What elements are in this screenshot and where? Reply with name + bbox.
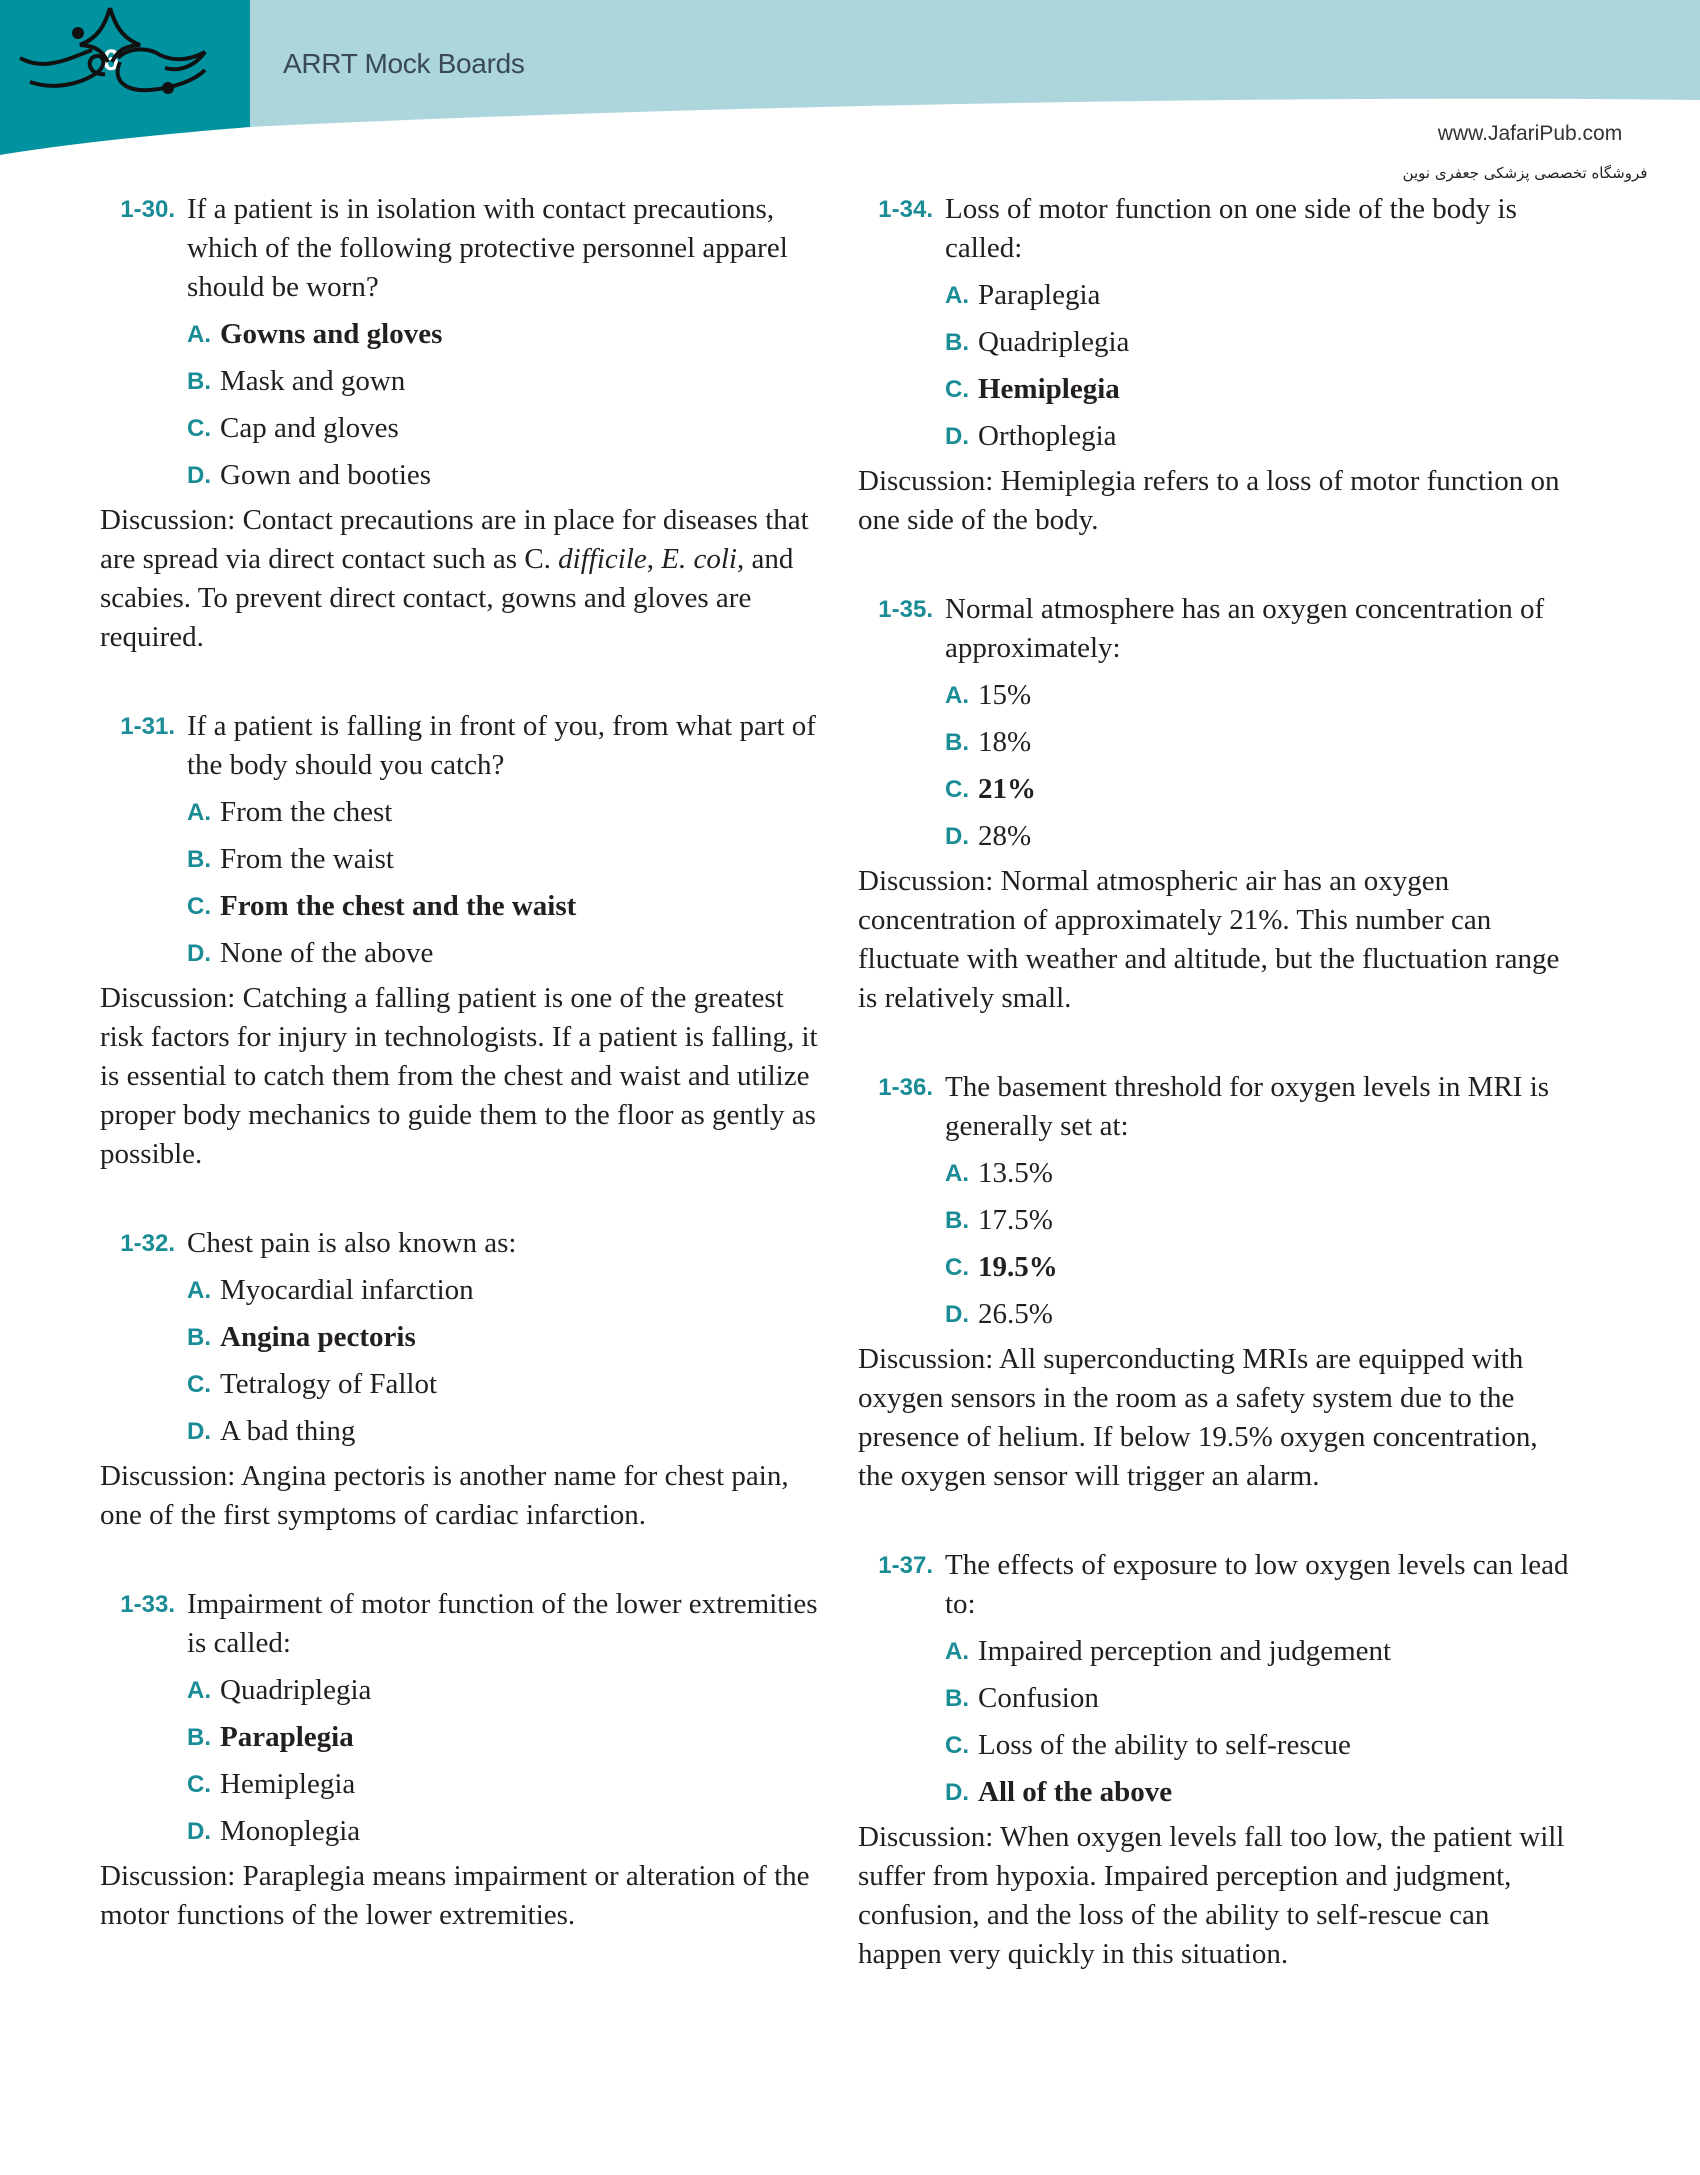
question-header bbox=[100, 190, 820, 307]
answer-option bbox=[945, 813, 1578, 860]
right-column bbox=[858, 190, 1578, 2024]
answer-options bbox=[945, 272, 1578, 460]
answer-option-correct bbox=[945, 1769, 1578, 1816]
discussion-text: Catching a falling patient is one of the greatest risk factors for injury in technologists. If a patient is falling, it is essential to catch them from the chest and waist and utilize proper body mechanics to guide them to the floor as gently as possible. bbox=[100, 982, 818, 1170]
answer-options bbox=[187, 789, 820, 977]
option-letter: A. bbox=[945, 282, 969, 309]
question-number: 1-32. bbox=[120, 1230, 175, 1257]
option-text: From the chest bbox=[220, 796, 393, 828]
option-letter: D. bbox=[187, 462, 211, 489]
discussion-label: Discussion: bbox=[858, 1821, 994, 1853]
question-text: Impairment of motor function of the lower extremities is called: bbox=[187, 1588, 818, 1659]
option-text: Angina pectoris bbox=[220, 1321, 416, 1353]
option-text: Gowns and gloves bbox=[220, 318, 443, 350]
option-text: Cap and gloves bbox=[220, 412, 399, 444]
discussion-label: Discussion: bbox=[858, 865, 994, 897]
option-letter: A. bbox=[187, 1277, 211, 1304]
answer-option bbox=[187, 452, 820, 499]
question-header bbox=[858, 590, 1578, 668]
option-letter: B. bbox=[187, 1724, 211, 1751]
answer-option-correct bbox=[945, 366, 1578, 413]
question-block bbox=[858, 1068, 1578, 1496]
question-block bbox=[100, 1585, 820, 1935]
answer-option bbox=[187, 1667, 820, 1714]
option-text: Paraplegia bbox=[220, 1721, 354, 1753]
question-number: 1-31. bbox=[120, 713, 175, 740]
discussion-text: Angina pectoris is another name for chest pain, one of the first symptoms of cardiac infarction. bbox=[100, 1460, 789, 1531]
discussion-label: Discussion: bbox=[100, 1460, 236, 1492]
option-letter: A. bbox=[945, 1638, 969, 1665]
question-header bbox=[858, 1546, 1578, 1624]
answer-options bbox=[187, 1667, 820, 1855]
question-block bbox=[858, 590, 1578, 1018]
answer-option-correct bbox=[187, 1314, 820, 1361]
discussion-text: Paraplegia means impairment or alteration of the motor functions of the lower extremities. bbox=[100, 1860, 810, 1931]
option-text: All of the above bbox=[978, 1776, 1173, 1808]
question-block bbox=[100, 190, 820, 657]
answer-option-correct bbox=[187, 1714, 820, 1761]
question-text: Loss of motor function on one side of the body is called: bbox=[945, 193, 1517, 264]
answer-option bbox=[945, 1628, 1578, 1675]
question-number: 1-34. bbox=[878, 196, 933, 223]
discussion-text: , and scabies. To prevent direct contact, gowns and gloves are required. bbox=[100, 543, 794, 653]
option-letter: B. bbox=[945, 1685, 969, 1712]
option-text: Loss of the ability to self-rescue bbox=[978, 1729, 1351, 1761]
option-letter: C. bbox=[187, 1371, 211, 1398]
option-text: Quadriplegia bbox=[220, 1674, 372, 1706]
option-letter: B. bbox=[945, 729, 969, 756]
answer-option bbox=[187, 1761, 820, 1808]
question-block bbox=[858, 1546, 1578, 1974]
answer-option-correct bbox=[945, 766, 1578, 813]
question-text: Normal atmosphere has an oxygen concentration of approximately: bbox=[945, 593, 1545, 664]
question-block bbox=[858, 190, 1578, 540]
discussion bbox=[858, 1818, 1578, 1974]
book-title: ARRT Mock Boards bbox=[283, 48, 525, 79]
option-text: 15% bbox=[978, 679, 1032, 711]
option-letter: C. bbox=[945, 776, 969, 803]
option-text: 13.5% bbox=[978, 1157, 1053, 1189]
answer-option bbox=[945, 1150, 1578, 1197]
discussion-italic-term: E. coli bbox=[661, 543, 737, 575]
answer-options bbox=[187, 1267, 820, 1455]
option-text: 18% bbox=[978, 726, 1032, 758]
option-letter: C. bbox=[187, 415, 211, 442]
option-letter: A. bbox=[187, 1677, 211, 1704]
answer-options bbox=[187, 311, 820, 499]
option-letter: D. bbox=[945, 423, 969, 450]
discussion bbox=[100, 979, 820, 1174]
answer-option bbox=[187, 405, 820, 452]
option-letter: C. bbox=[945, 1732, 969, 1759]
discussion-italic-term: difficile bbox=[558, 543, 647, 575]
option-text: Impaired perception and judgement bbox=[978, 1635, 1392, 1667]
answer-option-correct bbox=[187, 311, 820, 358]
publisher-logo-icon bbox=[0, 0, 220, 100]
answer-option bbox=[187, 930, 820, 977]
answer-option bbox=[945, 1675, 1578, 1722]
option-text: Hemiplegia bbox=[220, 1768, 356, 1800]
option-text: 19.5% bbox=[978, 1251, 1058, 1283]
question-text: If a patient is falling in front of you, from what part of the body should you catch? bbox=[187, 710, 816, 781]
question-block bbox=[100, 1224, 820, 1535]
discussion-label: Discussion: bbox=[100, 1860, 236, 1892]
option-letter: C. bbox=[945, 1254, 969, 1281]
page-header bbox=[0, 0, 1700, 182]
question-header bbox=[100, 707, 820, 785]
answer-option bbox=[945, 1722, 1578, 1769]
discussion-text: When oxygen levels fall too low, the patient will suffer from hypoxia. Impaired perception and judgment, confusion, and the loss of the ability to self-rescue can happen very quickly in this situation. bbox=[858, 1821, 1565, 1970]
answer-option bbox=[945, 1197, 1578, 1244]
question-number: 1-35. bbox=[878, 596, 933, 623]
option-letter: C. bbox=[187, 1771, 211, 1798]
answer-option bbox=[945, 413, 1578, 460]
option-letter: A. bbox=[945, 682, 969, 709]
option-letter: B. bbox=[945, 329, 969, 356]
answer-option bbox=[187, 1361, 820, 1408]
discussion-label: Discussion: bbox=[100, 504, 236, 536]
answer-option bbox=[187, 358, 820, 405]
answer-options bbox=[945, 1150, 1578, 1338]
discussion-label: Discussion: bbox=[858, 465, 994, 497]
answer-options bbox=[945, 1628, 1578, 1816]
option-text: From the chest and the waist bbox=[220, 890, 577, 922]
discussion bbox=[100, 501, 820, 657]
discussion-text: Hemiplegia refers to a loss of motor function on one side of the body. bbox=[858, 465, 1560, 536]
discussion-text: , bbox=[646, 543, 662, 575]
answer-option-correct bbox=[945, 1244, 1578, 1291]
answer-option bbox=[945, 719, 1578, 766]
option-text: A bad thing bbox=[220, 1415, 356, 1447]
option-text: 17.5% bbox=[978, 1204, 1053, 1236]
question-text: If a patient is in isolation with contact precautions, which of the following protective personnel apparel should be worn? bbox=[187, 193, 788, 303]
option-text: None of the above bbox=[220, 937, 434, 969]
answer-option bbox=[187, 1408, 820, 1455]
option-text: Paraplegia bbox=[978, 279, 1101, 311]
option-letter: B. bbox=[187, 368, 211, 395]
option-letter: D. bbox=[945, 823, 969, 850]
option-text: Quadriplegia bbox=[978, 326, 1130, 358]
option-text: Orthoplegia bbox=[978, 420, 1117, 452]
answer-option bbox=[945, 272, 1578, 319]
publisher-tagline: فروشگاه تخصصی پزشکی جعفری نوین bbox=[1402, 164, 1648, 182]
left-column bbox=[100, 190, 820, 1985]
answer-option bbox=[945, 319, 1578, 366]
question-text: Chest pain is also known as: bbox=[187, 1227, 517, 1259]
option-text: Myocardial infarction bbox=[220, 1274, 474, 1306]
answer-option bbox=[945, 1291, 1578, 1338]
option-text: 26.5% bbox=[978, 1298, 1053, 1330]
question-header bbox=[100, 1585, 820, 1663]
option-letter: A. bbox=[945, 1160, 969, 1187]
answer-option bbox=[187, 836, 820, 883]
discussion bbox=[858, 462, 1578, 540]
discussion-label: Discussion: bbox=[858, 1343, 994, 1375]
discussion-text: All superconducting MRIs are equipped with oxygen sensors in the room as a safety system due to the presence of helium. If below 19.5% oxygen concentration, the oxygen sensor will trigger an alarm. bbox=[858, 1343, 1538, 1492]
question-number: 1-30. bbox=[120, 196, 175, 223]
option-text: 28% bbox=[978, 820, 1032, 852]
question-number: 1-36. bbox=[878, 1074, 933, 1101]
question-block bbox=[100, 707, 820, 1174]
option-letter: C. bbox=[187, 893, 211, 920]
option-text: 21% bbox=[978, 773, 1036, 805]
discussion-text: Normal atmospheric air has an oxygen concentration of approximately 21%. This number can fluctuate with weather and altitude, but the fluctuation range is relatively small. bbox=[858, 865, 1560, 1014]
question-header bbox=[858, 190, 1578, 268]
answer-option bbox=[187, 1808, 820, 1855]
option-letter: B. bbox=[187, 846, 211, 873]
answer-option bbox=[187, 789, 820, 836]
option-letter: A. bbox=[187, 321, 211, 348]
option-text: From the waist bbox=[220, 843, 394, 875]
option-letter: D. bbox=[187, 1818, 211, 1845]
option-letter: D. bbox=[945, 1779, 969, 1806]
option-text: Hemiplegia bbox=[978, 373, 1120, 405]
answer-option-correct bbox=[187, 883, 820, 930]
discussion bbox=[100, 1457, 820, 1535]
publisher-url[interactable]: www.JafariPub.com bbox=[1437, 122, 1623, 145]
answer-options bbox=[945, 672, 1578, 860]
question-header bbox=[858, 1068, 1578, 1146]
question-number: 1-37. bbox=[878, 1552, 933, 1579]
option-letter: C. bbox=[945, 376, 969, 403]
option-letter: B. bbox=[945, 1207, 969, 1234]
discussion bbox=[858, 1340, 1578, 1496]
option-text: Gown and booties bbox=[220, 459, 432, 491]
option-letter: D. bbox=[187, 940, 211, 967]
option-text: Tetralogy of Fallot bbox=[220, 1368, 438, 1400]
question-text: The effects of exposure to low oxygen levels can lead to: bbox=[945, 1549, 1569, 1620]
answer-option bbox=[945, 672, 1578, 719]
discussion bbox=[100, 1857, 820, 1935]
answer-option bbox=[187, 1267, 820, 1314]
option-text: Mask and gown bbox=[220, 365, 406, 397]
discussion-text: Contact precautions are in place for diseases that are spread via direct contact such as C. bbox=[100, 504, 809, 575]
question-text: The basement threshold for oxygen levels in MRI is generally set at: bbox=[945, 1071, 1550, 1142]
option-text: Monoplegia bbox=[220, 1815, 361, 1847]
discussion bbox=[858, 862, 1578, 1018]
question-number: 1-33. bbox=[120, 1591, 175, 1618]
option-text: Confusion bbox=[978, 1682, 1099, 1714]
option-letter: A. bbox=[187, 799, 211, 826]
option-letter: B. bbox=[187, 1324, 211, 1351]
question-header bbox=[100, 1224, 820, 1263]
discussion-label: Discussion: bbox=[100, 982, 236, 1014]
option-letter: D. bbox=[945, 1301, 969, 1328]
page-number: 6 bbox=[102, 44, 120, 77]
option-letter: D. bbox=[187, 1418, 211, 1445]
